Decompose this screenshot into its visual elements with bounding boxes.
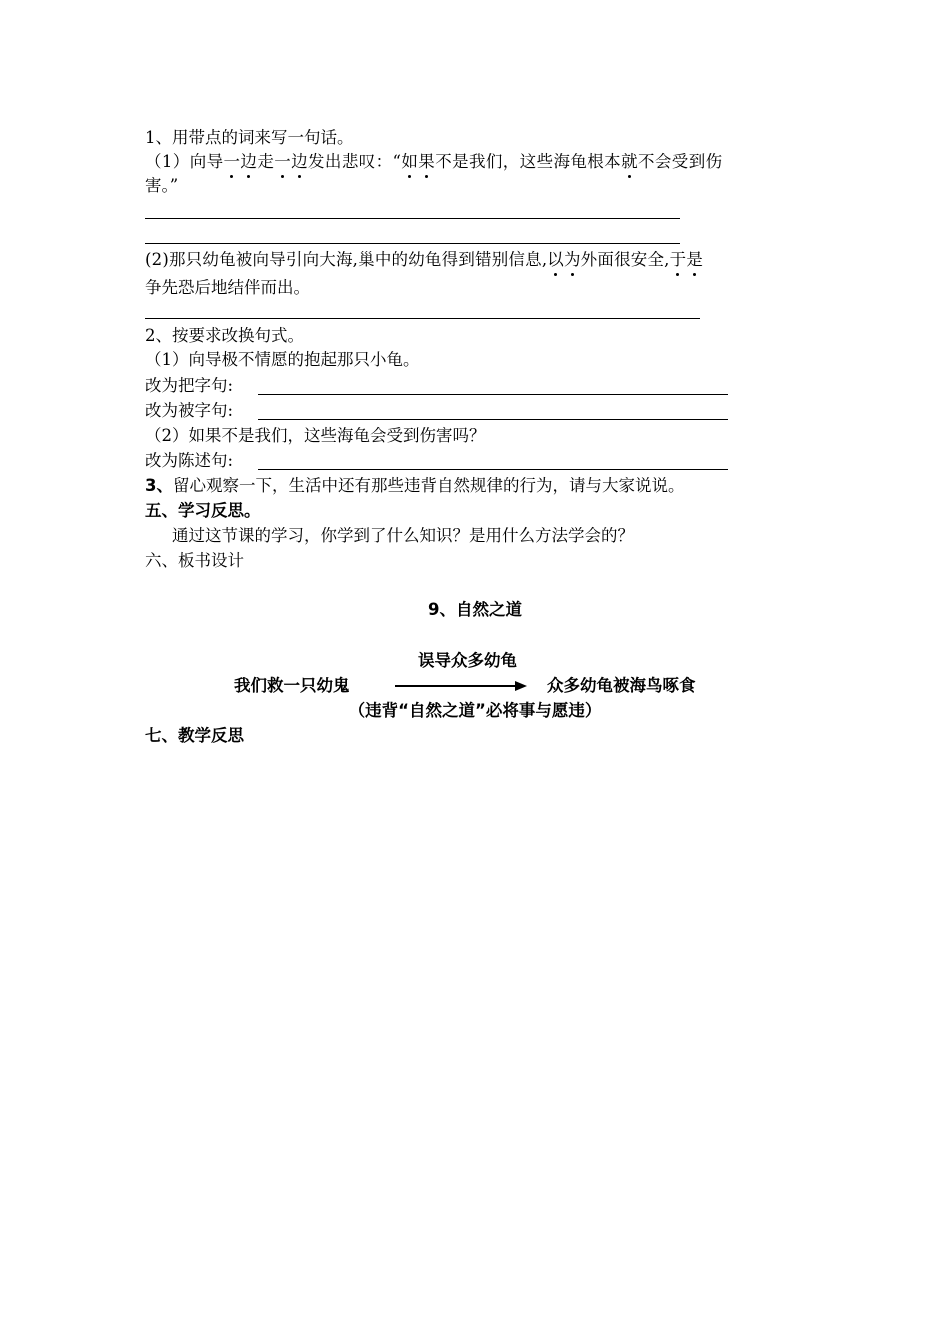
dotted-char: 一: [223, 152, 241, 171]
answer-line[interactable]: [145, 243, 680, 244]
q1-text-c: 发出悲叹：“: [308, 152, 402, 171]
dotted-char: 就: [621, 152, 638, 171]
section2-heading: 2、按要求改换句式。: [145, 326, 304, 345]
dotted-char: 以: [547, 250, 564, 269]
dotted-char: 果: [418, 152, 436, 171]
dotted-char: 一: [274, 152, 292, 171]
section1-question1-cont: 害。”: [145, 176, 179, 195]
section1-question2: [145, 250, 703, 270]
section6-heading: 六、板书设计: [145, 551, 244, 570]
q2-text-a: (2)那只幼龟被向导引向大海,巢中的幼龟得到错别信息,: [145, 250, 548, 269]
answer-line[interactable]: [145, 318, 700, 319]
section3-number: 3、: [145, 476, 173, 495]
section3: [145, 476, 684, 496]
dotted-char: 于: [669, 250, 687, 269]
section2-question1: （1）向导极不情愿的抱起那只小龟。: [145, 350, 420, 369]
q1-text-e: 不会受到伤: [638, 152, 723, 171]
section2-question2: （2）如果不是我们，这些海龟会受到伤害吗？: [145, 426, 486, 445]
declarative-sentence-label: 改为陈述句:: [145, 451, 234, 470]
dotted-word: [224, 152, 258, 171]
dotted-char: 边: [240, 152, 258, 171]
board-note: （违背“自然之道”必将事与愿违）: [348, 701, 602, 720]
answer-line[interactable]: [145, 218, 680, 219]
board-arrow-label: 误导众多幼龟: [418, 651, 517, 670]
section3-text: 留心观察一下，生活中还有那些违背自然规律的行为，请与大家说说。: [172, 476, 685, 495]
dotted-char: 边: [291, 152, 309, 171]
board-left-text: 我们救一只幼鬼: [234, 676, 350, 695]
bei-sentence-label: 改为被字句:: [145, 401, 234, 420]
board-right-text: 众多幼龟被海鸟啄食: [547, 676, 696, 695]
section1-heading: 1、用带点的词来写一句话。: [145, 128, 354, 147]
ba-sentence-label: 改为把字句:: [145, 376, 234, 395]
section7-heading: 七、教学反思: [145, 726, 244, 745]
dotted-char: 如: [401, 152, 419, 171]
dotted-word: [670, 250, 703, 269]
dotted-char: 为: [563, 250, 581, 269]
dotted-word: [401, 152, 435, 171]
dotted-word: [274, 152, 308, 171]
arrow-right-icon: [395, 678, 530, 694]
section1-question2-cont: 争先恐后地结伴而出。: [145, 278, 310, 297]
section1-question1: [145, 152, 723, 172]
section5-text: 通过这节课的学习，你学到了什么知识？是用什么方法学会的？: [172, 526, 634, 545]
bei-sentence-answer-line[interactable]: [258, 419, 728, 420]
q1-text-d: 不是我们，这些海龟根本: [435, 152, 622, 171]
declarative-answer-line[interactable]: [258, 469, 728, 470]
q2-text-b: 外面很安全,: [580, 250, 670, 269]
section5-heading: 五、学习反思。: [145, 501, 261, 520]
dotted-char: 是: [686, 250, 704, 269]
ba-sentence-answer-line[interactable]: [258, 394, 728, 395]
q1-text-a: （1）向导: [145, 152, 224, 171]
dotted-word: [547, 250, 580, 269]
board-title: 9、自然之道: [428, 600, 522, 619]
q1-text-b: 走: [257, 152, 275, 171]
dotted-word: [621, 152, 638, 171]
